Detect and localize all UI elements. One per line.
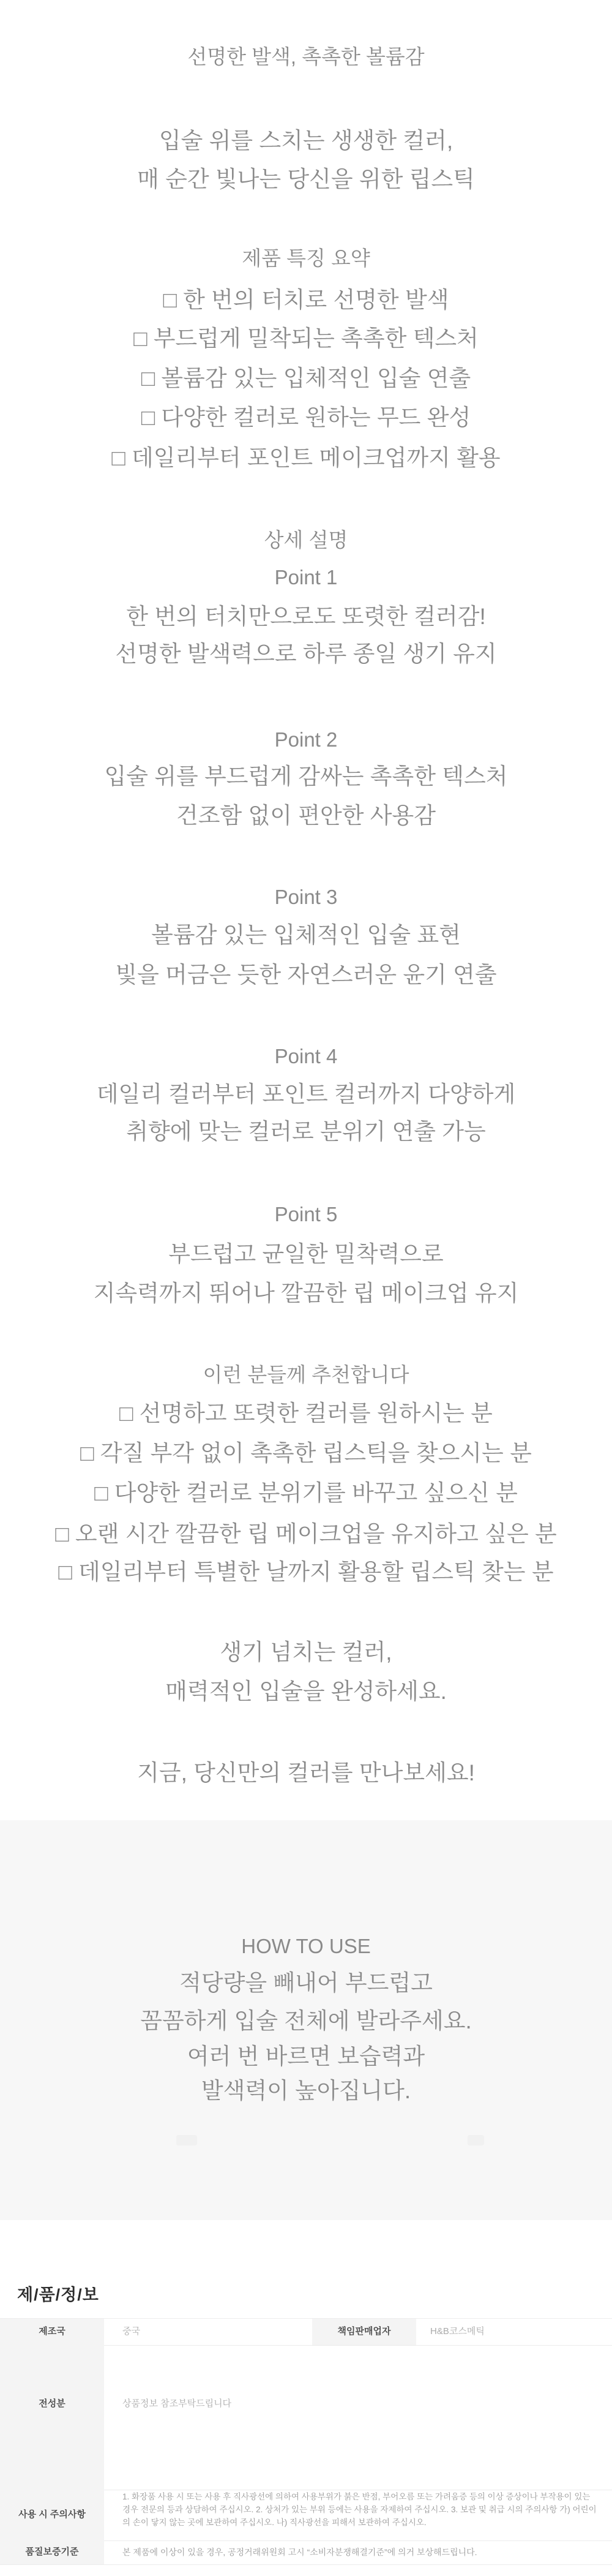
- table-border: [0, 2564, 612, 2565]
- point-label: Point 1: [274, 566, 338, 589]
- point-line: 볼륨감 있는 입체적인 입술 표현: [151, 922, 461, 947]
- feature-item: □ 데일리부터 포인트 메이크업까지 활용: [111, 445, 501, 470]
- details-heading: 상세 설명: [264, 529, 348, 551]
- table-value-seller: H&B코스메틱: [430, 2326, 485, 2337]
- how-to-use-heading: HOW TO USE: [241, 1935, 371, 1957]
- point-line: 입술 위를 부드럽게 감싸는 촉촉한 텍스처: [104, 764, 508, 789]
- point-line: 빛을 머금은 듯한 자연스러운 윤기 연출: [115, 962, 497, 987]
- point-line: 선명한 발색력으로 하루 종일 생기 유지: [115, 641, 497, 666]
- table-border: [104, 2540, 612, 2541]
- feature-item: □ 부드럽게 밀착되는 촉촉한 텍스처: [133, 326, 479, 351]
- table-label-guarantee: 품질보증기준: [25, 2547, 79, 2557]
- recommend-item: □ 오랜 시간 깔끔한 립 메이크업을 유지하고 싶은 분: [55, 1521, 557, 1546]
- table-label-cautions: 사용 시 주의사항: [18, 2509, 86, 2520]
- closing-line: 생기 넘치는 컬러,: [220, 1640, 392, 1665]
- how-to-use-line: 꼼꼼하게 입술 전체에 발라주세요.: [140, 2008, 472, 2033]
- point-line: 부드럽고 균일한 밀착력으로: [168, 1241, 444, 1267]
- table-label-column: [0, 2318, 104, 2564]
- how-to-use-line: 여러 번 바르면 보습력과: [187, 2044, 425, 2069]
- watermark-smudge: [468, 2135, 484, 2145]
- point-line: 건조함 없이 편안한 사용감: [176, 803, 436, 828]
- point-line: 한 번의 터치만으로도 또렷한 컬러감!: [126, 604, 486, 629]
- table-label-country: 제조국: [39, 2326, 65, 2337]
- recommend-item: □ 데일리부터 특별한 날까지 활용할 립스틱 찾는 분: [58, 1559, 554, 1584]
- feature-item: □ 볼륨감 있는 입체적인 입술 연출: [141, 366, 471, 391]
- how-to-use-line: 발색력이 높아집니다.: [201, 2078, 411, 2103]
- table-label-seller: 책임판매업자: [337, 2326, 391, 2337]
- point-label: Point 3: [274, 886, 338, 908]
- point-label: Point 2: [274, 728, 338, 751]
- point-line: 데일리 컬러부터 포인트 컬러까지 다양하게: [96, 1082, 516, 1107]
- table-border: [104, 2345, 612, 2346]
- table-value-country: 중국: [122, 2326, 140, 2337]
- feature-item: □ 다양한 컬러로 원하는 무드 완성: [141, 405, 471, 430]
- recommend-item: □ 다양한 컬러로 분위기를 바꾸고 싶으신 분: [94, 1480, 518, 1505]
- table-border: [0, 2318, 612, 2319]
- recommend-item: □ 각질 부각 없이 촉촉한 립스틱을 찾으시는 분: [80, 1441, 532, 1466]
- point-label: Point 4: [274, 1045, 338, 1068]
- closing-line: 매력적인 입술을 완성하세요.: [165, 1679, 447, 1704]
- point-line: 취향에 맞는 컬러로 분위기 연출 가능: [126, 1119, 486, 1144]
- intro-line: 입술 위를 스치는 생생한 컬러,: [159, 128, 453, 153]
- table-label-ingredients: 전성분: [39, 2398, 65, 2409]
- features-heading: 제품 특징 요약: [242, 247, 370, 269]
- point-label: Point 5: [274, 1203, 338, 1226]
- table-value-guarantee: 본 제품에 이상이 있을 경우, 공정거래위원회 고시 “소비자분쟁해결기준”에 의거 보상해드립니다.: [122, 2547, 477, 2557]
- table-value-ingredients: 상품정보 참조부탁드립니다: [122, 2398, 232, 2409]
- intro-line: 매 순간 빛나는 당신을 위한 립스틱: [137, 167, 475, 192]
- intro-title: 선명한 발색, 촉촉한 볼륨감: [187, 45, 425, 68]
- how-to-use-line: 적당량을 빼내어 부드럽고: [179, 1970, 433, 1995]
- recommend-item: □ 선명하고 또렷한 컬러를 원하시는 분: [119, 1401, 493, 1426]
- product-info-heading: 제/품/정/보: [17, 2286, 99, 2304]
- watermark-smudge: [176, 2135, 197, 2145]
- recommend-heading: 이런 분들께 추천합니다: [203, 1363, 409, 1386]
- closing-cta: 지금, 당신만의 컬러를 만나보세요!: [137, 1760, 475, 1785]
- table-value-cautions: 1. 화장품 사용 시 또는 사용 후 직사광선에 의하여 사용부위가 붉은 반점, 부어오름 또는 가려움증 등의 이상 증상이나 부작용이 있는 경우 전문의 등과 상담하여 주십시오. 2. 상처가 있는 부위 등에는 사용을 자제하여 주십시오. 3. 보관 및 취급 시의 주의사항 가) 어린이의 손이 닿지 않는 곳에 보관하여 주십시오. 나) 직사광선을 피해서 보관하여 주십시오.: [122, 2492, 597, 2527]
- feature-item: □ 한 번의 터치로 선명한 발색: [163, 287, 449, 312]
- point-line: 지속력까지 뛰어나 깔끔한 립 메이크업 유지: [93, 1281, 519, 1306]
